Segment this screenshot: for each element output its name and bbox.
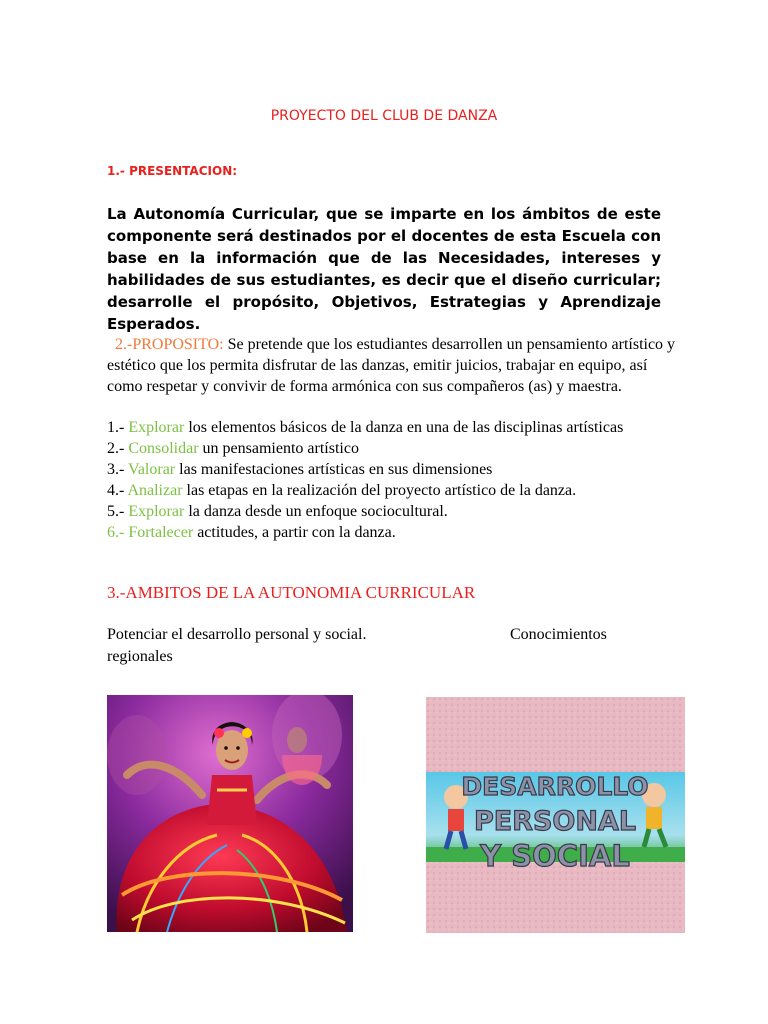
item-verb: Fortalecer bbox=[128, 524, 194, 541]
item-verb: Analizar bbox=[127, 482, 183, 499]
item-num: 1.- bbox=[107, 419, 129, 436]
proposito-body: Se pretende que los estudiantes desarrollen un pensamiento artístico y estético que los permita disfrutar de las danzas, emitir juicios, trabajar en equipo, así como respetar y convivir de forma armónica con sus compañeros (as) y maestra. bbox=[107, 336, 676, 395]
proposito-label: 2.-PROPOSITO: bbox=[115, 336, 224, 353]
item-text: la danza desde un enfoque sociocultural. bbox=[184, 503, 448, 520]
item-num: 4.- bbox=[107, 482, 128, 499]
item-text: actitudes, a partir con la danza. bbox=[193, 524, 396, 541]
ambito-conocimientos: Conocimientos bbox=[510, 626, 607, 643]
item-num: 2.- bbox=[107, 440, 129, 457]
list-item bbox=[107, 417, 677, 438]
item-verb: Explorar bbox=[128, 419, 185, 436]
list-item bbox=[107, 459, 677, 480]
section-presentacion-heading: 1.- PRESENTACION: bbox=[107, 164, 238, 178]
item-num: 6.- bbox=[107, 524, 129, 541]
social-line-1: DESARROLLO bbox=[461, 772, 649, 801]
folkloric-dancer-image bbox=[107, 695, 353, 932]
ambito-desarrollo: Potenciar el desarrollo personal y social. bbox=[107, 626, 367, 643]
proposito-list bbox=[107, 417, 677, 543]
item-verb: Consolidar bbox=[128, 440, 199, 457]
item-num: 5.- bbox=[107, 503, 129, 520]
section-presentacion-body: La Autonomía Curricular, que se imparte en los ámbitos de este componente será destinados por el docentes de esta Escuela con base en la información que de las Necesidades, intereses y habilidades de sus estudiantes, es decir que el diseño curricular; desarrolle el propósito, Objetivos, Estrategias y Aprendizaje Esperados. bbox=[107, 205, 661, 333]
section-proposito bbox=[107, 334, 677, 397]
item-text: las manifestaciones artísticas en sus dimensiones bbox=[175, 461, 493, 478]
list-item bbox=[107, 501, 677, 522]
social-line-2: PERSONAL bbox=[473, 806, 637, 837]
ambito-conocimientos-wrap: regionales bbox=[107, 648, 173, 665]
dancer-illustration bbox=[107, 695, 353, 932]
list-item bbox=[107, 522, 677, 543]
item-verb: Valorar bbox=[128, 461, 176, 478]
item-verb: Explorar bbox=[128, 503, 185, 520]
item-num: 3.- bbox=[107, 461, 129, 478]
item-text: un pensamiento artístico bbox=[198, 440, 359, 457]
desarrollo-personal-social-image bbox=[426, 697, 685, 933]
list-item bbox=[107, 438, 677, 459]
social-graphic bbox=[426, 697, 685, 933]
section-ambitos-heading: 3.-AMBITOS DE LA AUTONOMIA CURRICULAR bbox=[107, 583, 476, 602]
item-text: las etapas en la realización del proyecto artístico de la danza. bbox=[182, 482, 577, 499]
page-title: PROYECTO DEL CLUB DE DANZA bbox=[270, 108, 498, 124]
item-text: los elementos básicos de la danza en una de las disciplinas artísticas bbox=[184, 419, 624, 436]
list-item bbox=[107, 480, 677, 501]
social-line-3: Y SOCIAL bbox=[480, 839, 630, 873]
